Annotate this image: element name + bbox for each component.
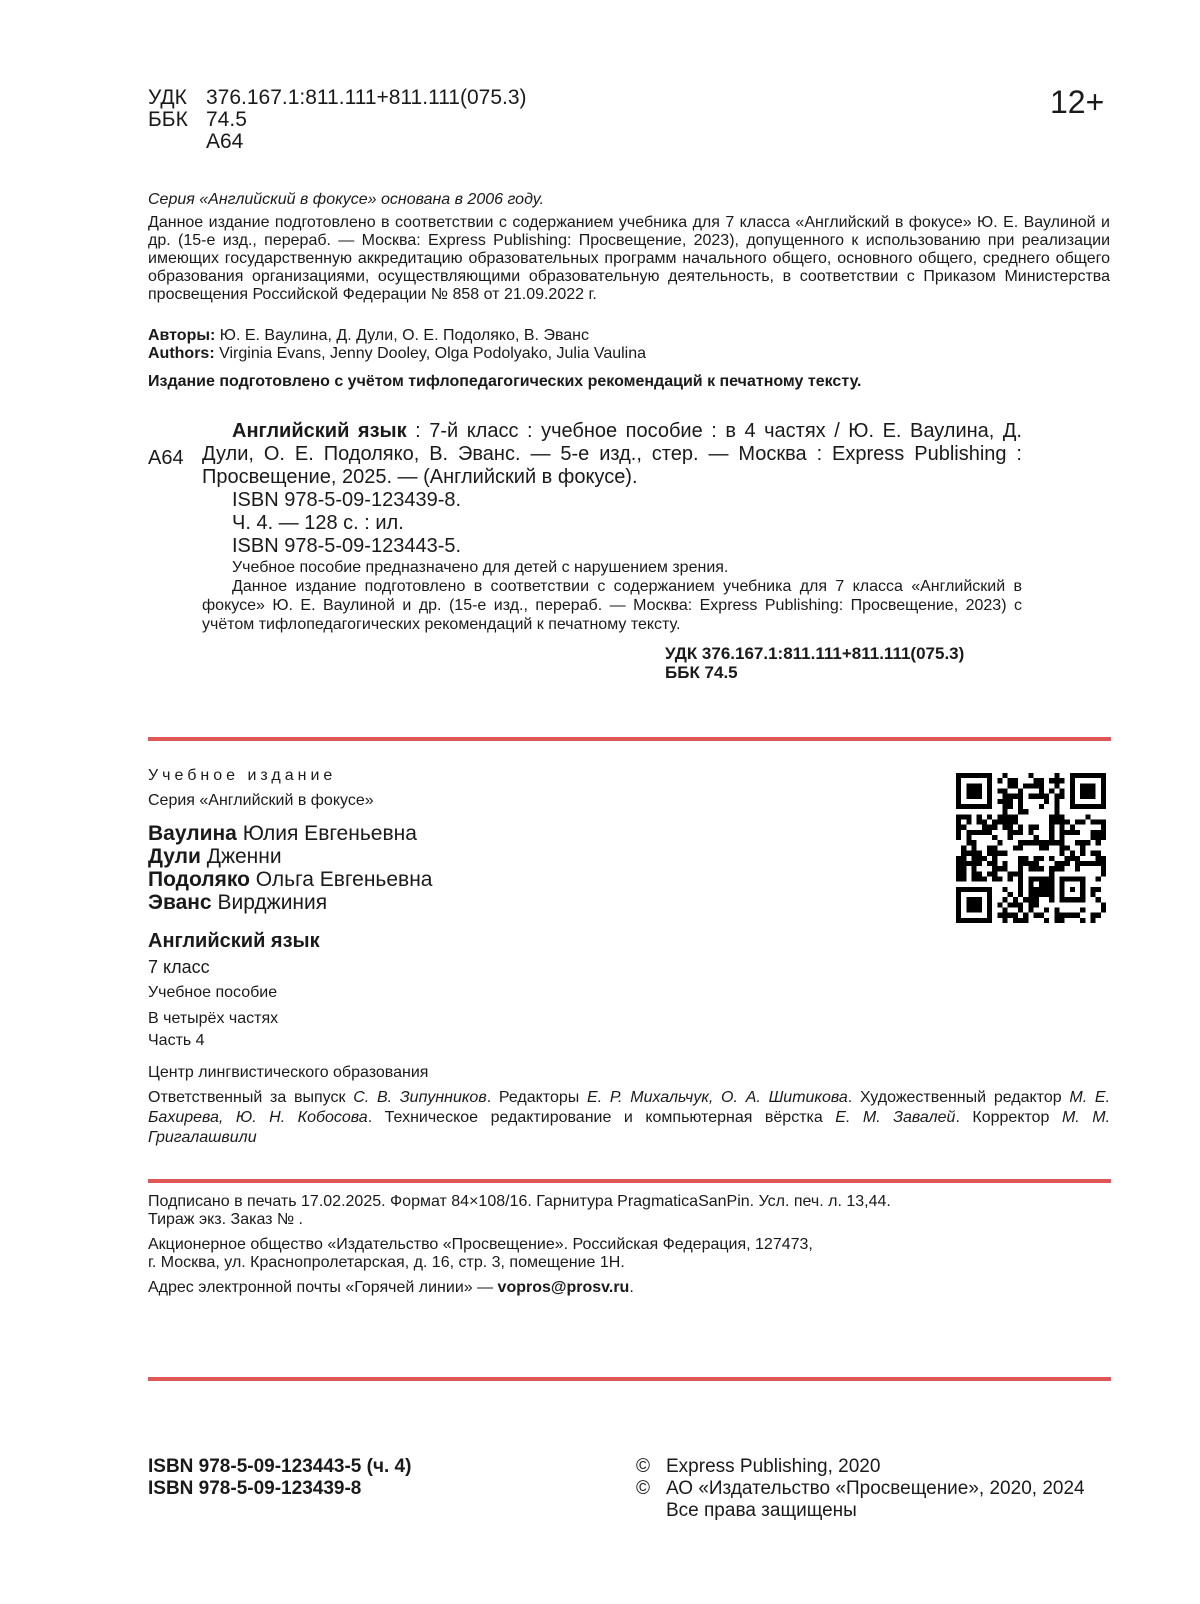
print-signed: Подписано в печать 17.02.2025. Формат 84×108/16. Гарнитура PragmaticaSanPin. Усл. печ. л. 13,44. — [148, 1193, 891, 1210]
divider — [148, 1179, 1111, 1183]
catalog-annotation — [202, 558, 1022, 634]
udk-row — [148, 86, 527, 110]
udk-value: 376.167.1:811.111+811.111(075.3) — [206, 86, 527, 109]
hotline-email: Адрес электронной почты «Горячей линии» — vopros@prosv.ru. — [148, 1279, 634, 1296]
publisher-line-2: г. Москва, ул. Краснопролетарская, д. 16, стр. 3, помещение 1Н. — [148, 1254, 625, 1271]
copyright-line: © Express Publishing, 2020 — [636, 1456, 881, 1477]
book-part: Часть 4 — [148, 1032, 205, 1049]
catalog-description: : 7-й класс : учебное пособие : в 4 частях / Ю. Е. Ваулина, Д. Дули, О. Е. Подоляко, В. Эванс. — 5-е изд., стер. — Москва : Express Publishing : Просвещение, 2025. — (Английский в фокусе). — [202, 420, 1022, 488]
isbn-set: ISBN 978-5-09-123439-8. — [232, 489, 462, 511]
tiflo-note: Издание подготовлено с учётом тифлопедагогических рекомендаций к печатному тексту. — [148, 373, 862, 390]
catalog-mark: А64 — [148, 447, 184, 469]
imprint-series: Серия «Английский в фокусе» — [148, 792, 374, 809]
rights-reserved: Все права защищены — [666, 1500, 857, 1521]
intro-text: Данное издание подготовлено в соответствии с содержанием учебника для 7 класса «Английский в фокусе» Ю. Е. Ваулиной и др. (15-е изд., перераб. — Москва: Express Publishing: Просвещение, 2023), допущенного к использованию при реализации имеющих государственную аккредитацию образовательных программ начального общего, основного общего, среднего общего образования организациями, осуществляющими образовательную деятельность, в соответствии с Приказом Министерства просвещения Российской Федерации № 858 от 21.09.2022 г. — [148, 214, 1110, 303]
authors-en-list: Virginia Evans, Jenny Dooley, Olga Podolyako, Julia Vaulina — [219, 345, 647, 362]
authors-ru — [148, 327, 589, 345]
footer-isbn-part: ISBN 978-5-09-123443-5 (ч. 4) — [148, 1456, 412, 1477]
bbk-value: 74.5 — [206, 108, 247, 131]
bibliographic-description — [202, 420, 1022, 489]
catalog-udk: УДК 376.167.1:811.111+811.111(075.3) — [665, 644, 965, 663]
divider — [148, 1377, 1111, 1381]
author-name: Эванс Вирджиния — [148, 891, 328, 914]
authors-ru-label: Авторы: — [148, 327, 216, 344]
book-parts: В четырёх частях — [148, 1010, 279, 1027]
book-title: Английский язык — [148, 930, 320, 952]
author-mark: А64 — [206, 130, 244, 153]
book-grade: 7 класс — [148, 957, 210, 977]
udk-label: УДК — [148, 86, 187, 109]
qr-code-icon — [956, 773, 1106, 923]
author-name: Дули Дженни — [148, 845, 282, 868]
catalog-title: Английский язык — [232, 420, 407, 442]
bbk-row — [148, 108, 247, 132]
copyright-icon: © — [636, 1478, 650, 1499]
footer-isbn-set: ISBN 978-5-09-123439-8 — [148, 1478, 362, 1499]
edu-label: Учебное издание — [148, 767, 337, 784]
edu-center: Центр лингвистического образования — [148, 1064, 429, 1081]
isbn-part: ISBN 978-5-09-123443-5. — [232, 535, 462, 557]
copyright-line: © АО «Издательство «Просвещение», 2020, 2024 — [636, 1478, 1085, 1499]
series-note: Серия «Английский в фокусе» основана в 2006 году. — [148, 191, 545, 208]
email-link[interactable]: vopros@prosv.ru — [497, 1279, 630, 1296]
print-run: Тираж экз. Заказ № . — [148, 1211, 303, 1228]
author-name: Ваулина Юлия Евгеньевна — [148, 822, 417, 845]
copyright-icon: © — [636, 1456, 650, 1477]
authors-en-label: Authors: — [148, 345, 215, 362]
catalog-bbk: ББК 74.5 — [665, 663, 738, 682]
bbk-label: ББК — [148, 108, 188, 131]
publisher-line-1: Акционерное общество «Издательство «Просвещение». Российская Федерация, 127473, — [148, 1236, 813, 1253]
authors-ru-list: Ю. Е. Ваулина, Д. Дули, О. Е. Подоляко, В. Эванс — [219, 327, 589, 344]
author-mark-row — [148, 130, 243, 154]
catalog-note: Данное издание подготовлено в соответствии с содержанием учебника для 7 класса «Английский в фокусе» Ю. Е. Ваулиной и др. (15-е изд., перераб. — Москва: Express Publishing: Просвещение, 2023) с учётом тифлопедагогических рекомендаций к печатному тексту. — [202, 578, 1022, 633]
age-rating: 12+ — [1050, 84, 1105, 120]
part-pages: Ч. 4. — 128 с. : ил. — [232, 512, 404, 534]
divider — [148, 737, 1111, 741]
author-name: Подоляко Ольга Евгеньевна — [148, 868, 433, 891]
authors-en — [148, 345, 646, 363]
catalog-purpose: Учебное пособие предназначено для детей с нарушением зрения. — [232, 559, 729, 576]
book-type: Учебное пособие — [148, 984, 278, 1001]
editorial-staff: Ответственный за выпуск С. В. Зипунников. Редакторы Е. Р. Михальчук, О. А. Шитикова. Художественный редактор М. Е. Бахирева, Ю. Н. Кобосова. Техническое редактирование и компьютерная вёрстка Е. М. Завалей. Корректор М. М. Григалашвили — [148, 1089, 1111, 1146]
